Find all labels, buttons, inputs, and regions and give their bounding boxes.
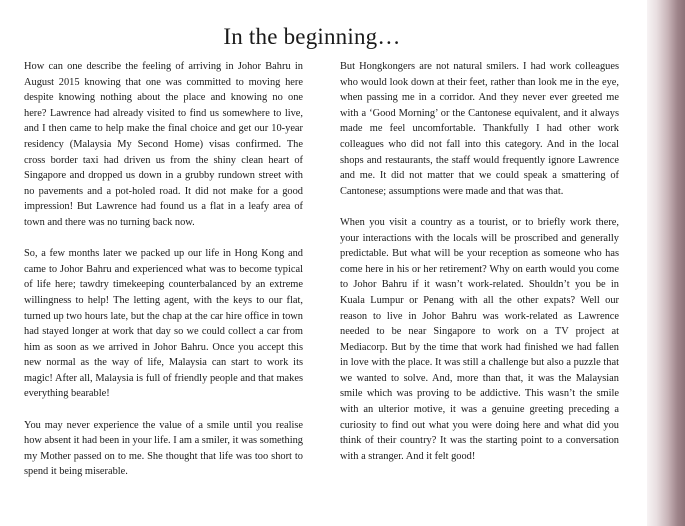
paragraph: How can one describe the feeling of arriving in Johor Bahru in August 2015 knowing that one was committed to moving here despite knowing nothing about the place and knowing no one here? Lawrence had already visited to find us somewhere to live, and I then came to help make the final choice and get our 10-year residency (Malaysia My Second Home) visas confirmed. The cross border taxi had driven us from the shiny clean heart of Singapore and dropped us down in a grubby rundown street with no pavements and a pot-holed road. It did not make for a good impression! But Lawrence had found us a flat in a leafy area of town and there was no turning back now. [24, 61, 303, 228]
paragraph: So, a few months later we packed up our life in Hong Kong and came to Johor Bahru and experienced what was to become typical of life here; tawdry timekeeping counterbalanced by an extreme willingness to help! The letting agent, with the keys to our flat, turned up two hours late, but the chap at the car hire office in town had stayed longer at work that day so we could collect a car from him as soon as we arrived in Johor Bahru. Once you accept this new normal as the way of life, Malaysia can start to work its magic! After all, Malaysia is full of friendly people and that makes everything bearable! [24, 248, 303, 400]
paragraph: But Hongkongers are not natural smilers. I had work colleagues who would look down at their feet, rather than look me in the eye, when passing me in a corridor. And they never ever greeted me with a ‘Good Morning’ or the Cantonese equivalent, and it always made me feel uncomfortable. Thankfully I had other work colleagues who did not fall into this category. And in the local shops and restaurants, the staff would frequently ignore Lawrence and me. It did not matter that we could speak a smattering of Cantonese; assumptions were made and that was that. [340, 61, 619, 197]
right-column [340, 59, 619, 480]
book-spine-shadow [647, 0, 685, 526]
paragraph: When you visit a country as a tourist, or to briefly work there, your interactions with the locals will be proscribed and generally predictable. But what will be your reception as someone who has come here in his or her retirement? Why on earth would you come to Johor Bahru if it wasn’t work-related. Shouldn’t you be in Kuala Lumpur or Penang with all the other expats? Well our reason to live in Johor Bahru was work-related as Lawrence needed to be near Singapore to work on a TV project at Mediacorp. But by the time that work had finished we had fallen in love with the place. It was still a challenge but also a puzzle that we wanted to solve. And, more than that, it was the Malaysian smile which was proving to be addictive. This wasn’t the smile with an ulterior motive, it was a genuine greeting preceding a curiosity to find out what you were doing here and what did you think of their country? It was the starting point to a conversation with a stranger. And it felt good! [340, 216, 619, 462]
left-column [24, 59, 303, 496]
paragraph: You may never experience the value of a smile until you realise how absent it had been in your life. I am a smiler, it was something my Mother passed on to me. She thought that life was too short to spend it being miserable. [24, 419, 303, 478]
page-title: In the beginning… [223, 24, 401, 49]
